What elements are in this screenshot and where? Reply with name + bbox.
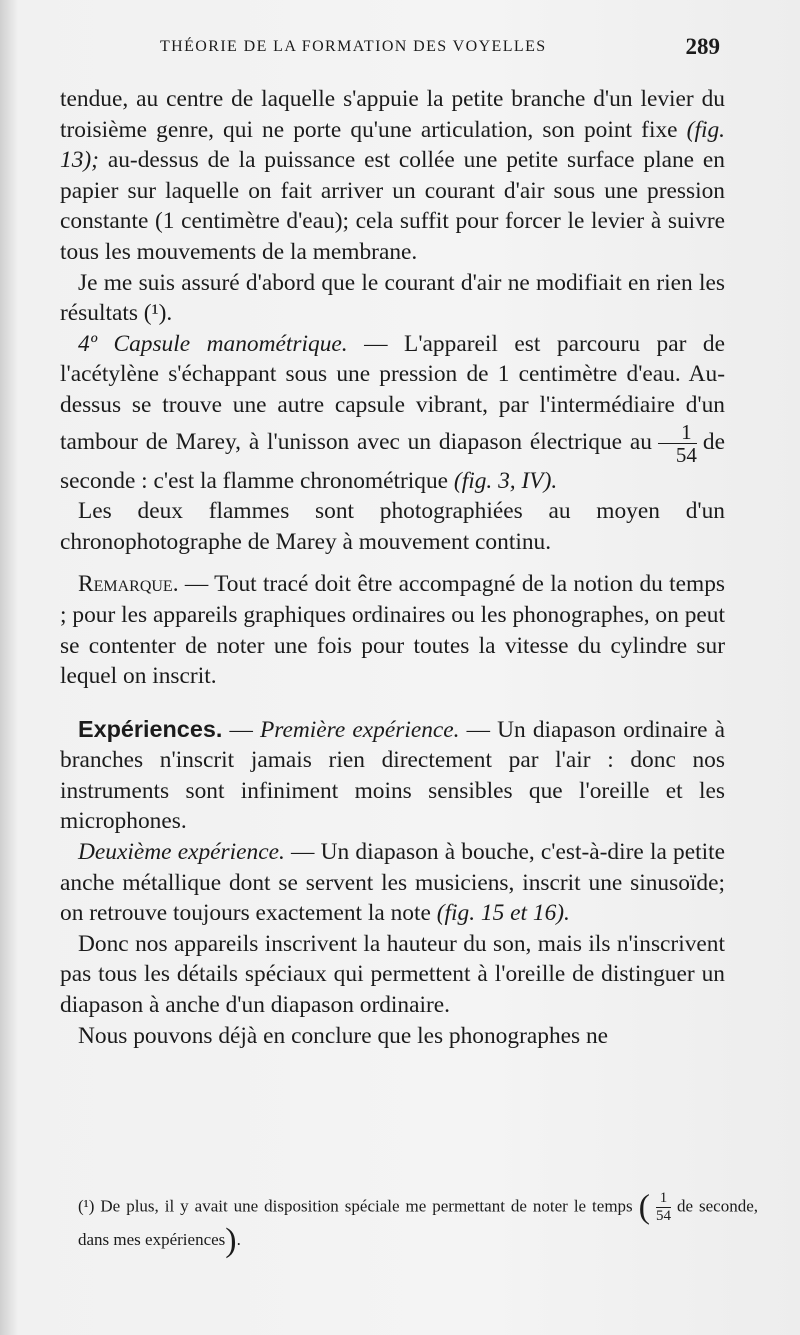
fraction	[658, 421, 697, 466]
page-number: 289	[685, 34, 720, 59]
figure-reference: (fig. 3, IV).	[453, 467, 558, 494]
experiment-label: Première expérience.	[259, 716, 460, 743]
paragraph-6-text: — Un diapason ordinaire à branches n'inscrit jamais rien directement par l'air : donc nos instruments sont infiniment moins sensibles que l'oreille et les microphones.	[60, 716, 726, 835]
figure-reference: (fig. 13);	[60, 116, 726, 174]
fraction-denominator: 54	[655, 1208, 671, 1224]
paren-open: (	[638, 1188, 650, 1226]
footnote-text-2: de seconde, dans mes expériences	[78, 1196, 759, 1249]
paragraph-3	[60, 329, 725, 496]
paragraph-1-text: tendue, au centre de laquelle s'appuie la petite branche d'un levier du troisième genre, qui ne porte qu'une articulation, son point fixe	[60, 86, 725, 143]
footnote-text: De plus, il y avait une disposition spéciale me permettant de noter le temps	[100, 1196, 633, 1216]
remark-label: Remarque.	[78, 571, 179, 598]
section-heading: Expériences.	[78, 715, 223, 742]
figure-reference: (fig. 15 et 16).	[436, 900, 570, 927]
fraction-numerator: 1	[656, 1190, 671, 1208]
experiment-label: Deuxième expérience.	[78, 839, 285, 866]
paragraph-3-text: — L'appareil est parcouru par de l'acétylène s'échappant sous une pression de 1 centimètre d'eau. Au-dessus se trouve une autre capsule vibrant, par l'intermédiaire d'un tambour de Marey, à l'unisson avec un diapason électrique au	[60, 330, 725, 455]
paragraph-5	[60, 569, 725, 691]
running-title: THÉORIE DE LA FORMATION DES VOYELLES	[160, 38, 547, 55]
page-header	[160, 34, 720, 64]
fraction-numerator: 1	[658, 421, 697, 444]
footnote: (¹) De plus, il y avait une disposition spéciale me permettant de noter le temps ( $\frac{1}{54}$ de seconde, dans mes expériences).	[78, 1188, 759, 1260]
paragraph-5-text: — Tout tracé doit être accompagné de la notion du temps ; pour les appareils graphiques ordinaires ou les phonographes, on peut se contenter de noter une fois pour toutes la vitesse du cylindre sur lequel on inscrit.	[60, 571, 725, 690]
paragraph-7	[60, 837, 725, 929]
paragraph-1	[60, 84, 725, 268]
paragraph-4: Les deux flammes sont photographiées au moyen d'un chronophotographe de Marey à mouvement continu.	[60, 498, 725, 555]
section-label: 4º Capsule manométrique.	[78, 330, 348, 357]
paragraph-3-text-2: de seconde : c'est la flamme chronométrique	[60, 428, 725, 494]
paragraph-2: Je me suis assuré d'abord que le courant d'air ne modifiait en rien les résultats (¹).	[60, 269, 725, 327]
paragraph-6: Expériences. — Première expérience. — Un diapason ordinaire à branches n'inscrit jamais rien directement par l'air : donc nos instruments sont infiniment moins sensibles que l'oreille et les microphones.	[60, 715, 726, 835]
footnote-marker: (¹)	[78, 1196, 95, 1216]
paragraph-8: Donc nos appareils inscrivent la hauteur du son, mais ils n'inscrivent pas tous les détails spéciaux qui permettent à l'oreille de distinguer un diapason à anche d'un diapason ordinaire.	[60, 930, 725, 1019]
paragraph-1-rest: au-dessus de la puissance est collée une petite surface plane en papier sur laquelle on fait arriver un courant d'air sous une pression constante (1 centimètre d'eau); cela suffit pour forcer le levier à suivre tous les mouvements de la membrane.	[60, 147, 725, 265]
paren-close: )	[225, 1222, 237, 1260]
fraction-denominator: 54	[675, 442, 697, 467]
body-text	[60, 84, 725, 1051]
paragraph-7-text: — Un diapason à bouche, c'est-à-dire la petite anche métallique dont se servent les musiciens, inscrit une sinusoïde; on retrouve toujours exactement la note	[60, 839, 725, 927]
paragraph-9: Nous pouvons déjà en conclure que les phonographes ne	[78, 1022, 609, 1049]
footnote-fraction	[656, 1190, 671, 1225]
